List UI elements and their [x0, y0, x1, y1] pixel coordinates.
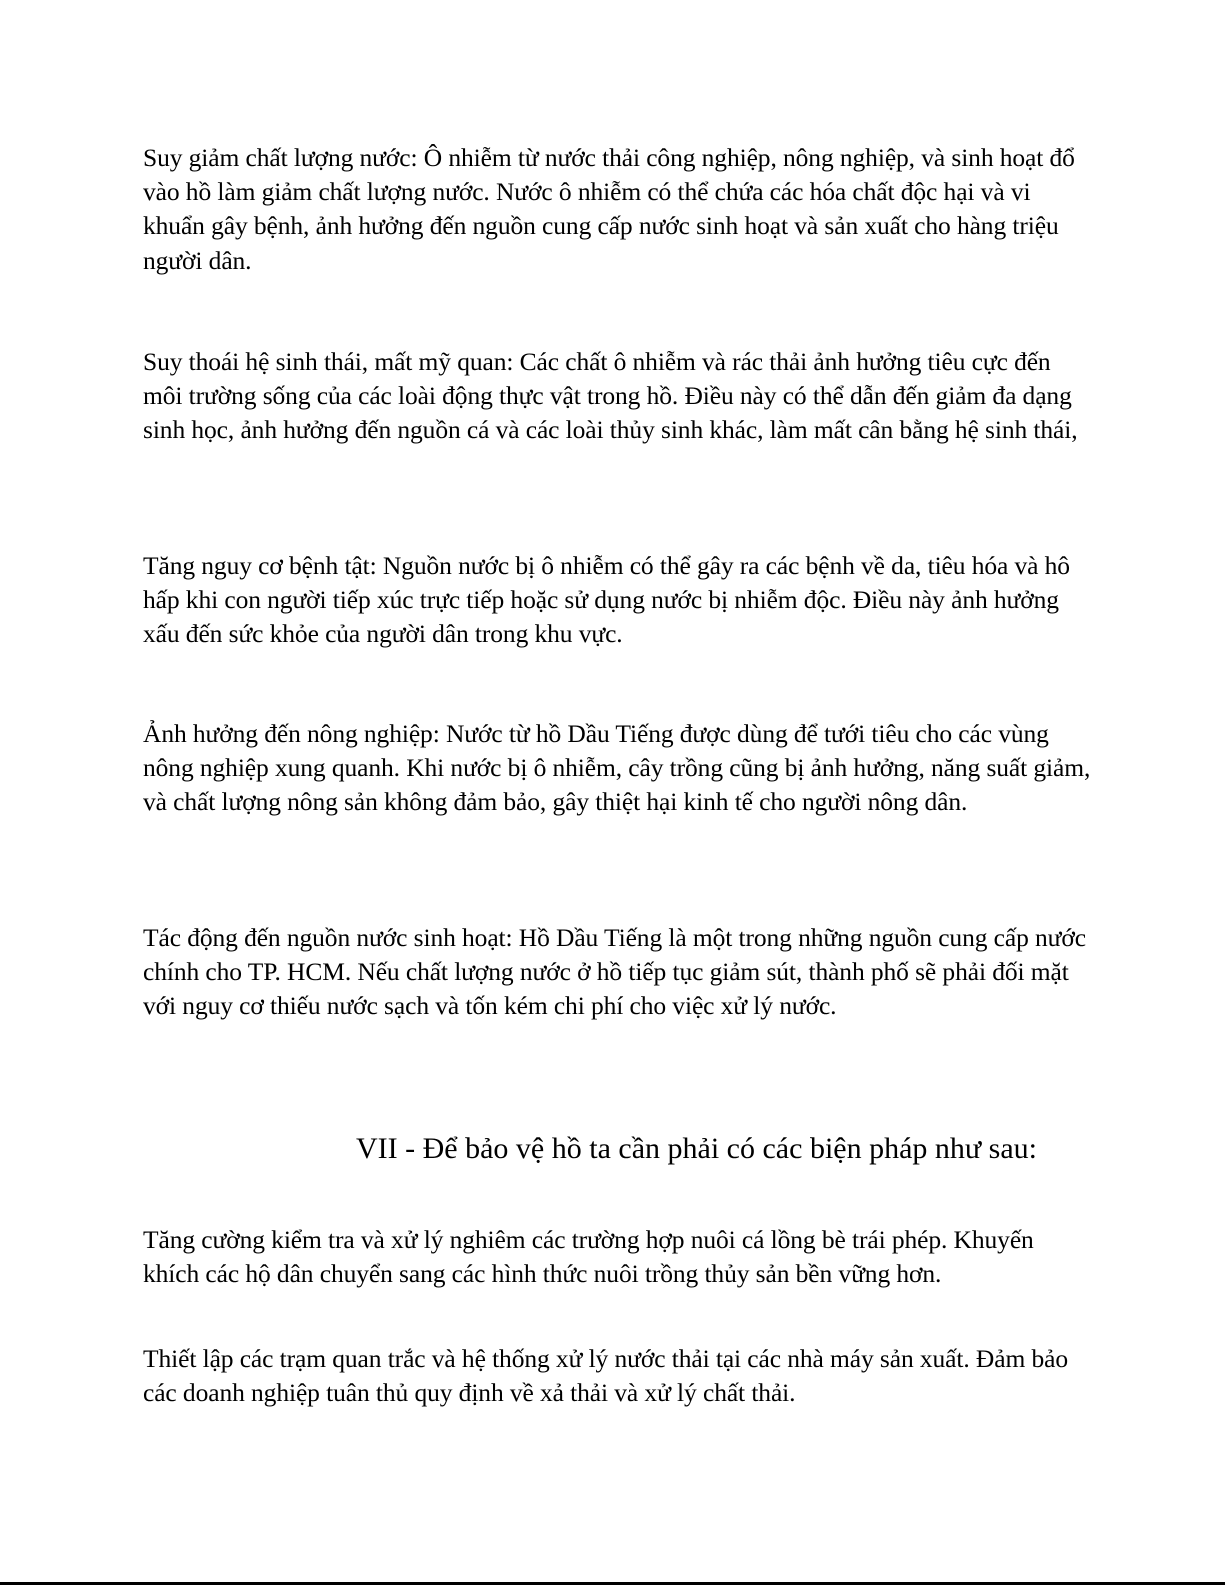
section-heading: VII - Để bảo vệ hồ ta cần phải có các biện pháp như sau: — [356, 1132, 1037, 1165]
measure-item: Thiết lập các trạm quan trắc và hệ thống xử lý nước thải tại các nhà máy sản xuất. Đảm bảo các doanh nghiệp tuân thủ quy định về xả thải và xử lý chất thải. — [143, 1344, 1068, 1408]
measure-item: Tăng cường kiểm tra và xử lý nghiêm các trường hợp nuôi cá lồng bè trái phép. Khuyến khích các hộ dân chuyển sang các hình thức nuôi trồng thủy sản bền vững hơn. — [143, 1225, 1034, 1289]
paragraph-disease-risk: Tăng nguy cơ bệnh tật: Nguồn nước bị ô nhiễm có thể gây ra các bệnh về da, tiêu hóa và hô hấp khi con người tiếp xúc trực tiếp hoặc sử dụng nước bị nhiễm độc. Điều này ảnh hưởng xấu đến sức khỏe của người dân trong khu vực. — [143, 551, 1070, 649]
paragraph-water-quality: Suy giảm chất lượng nước: Ô nhiễm từ nước thải công nghiệp, nông nghiệp, và sinh hoạt đổ vào hồ làm giảm chất lượng nước. Nước ô nhiễm có thể chứa các hóa chất độc hại và vi khuẩn gây bệnh, ảnh hưởng đến nguồn cung cấp nước sinh hoạt và sản xuất cho hàng triệu người dân. — [143, 143, 1075, 275]
paragraph-ecosystem: Suy thoái hệ sinh thái, mất mỹ quan: Các chất ô nhiễm và rác thải ảnh hưởng tiêu cực đến môi trường sống của các loài động thực vật trong hồ. Điều này có thể dẫn đến giảm đa dạng sinh học, ảnh hưởng đến nguồn cá và các loài thủy sinh khác, làm mất cân bằng hệ sinh thái, — [143, 347, 1078, 445]
paragraph-domestic-water: Tác động đến nguồn nước sinh hoạt: Hồ Dầu Tiếng là một trong những nguồn cung cấp nước chính cho TP. HCM. Nếu chất lượng nước ở hồ tiếp tục giảm sút, thành phố sẽ phải đối mặt với nguy cơ thiếu nước sạch và tốn kém chi phí cho việc xử lý nước. — [143, 923, 1086, 1021]
paragraph-agriculture: Ảnh hưởng đến nông nghiệp: Nước từ hồ Dầu Tiếng được dùng để tưới tiêu cho các vùng nông nghiệp xung quanh. Khi nước bị ô nhiễm, cây trồng cũng bị ảnh hưởng, năng suất giảm, và chất lượng nông sản không đảm bảo, gây thiệt hại kinh tế cho người nông dân. — [143, 719, 1091, 817]
